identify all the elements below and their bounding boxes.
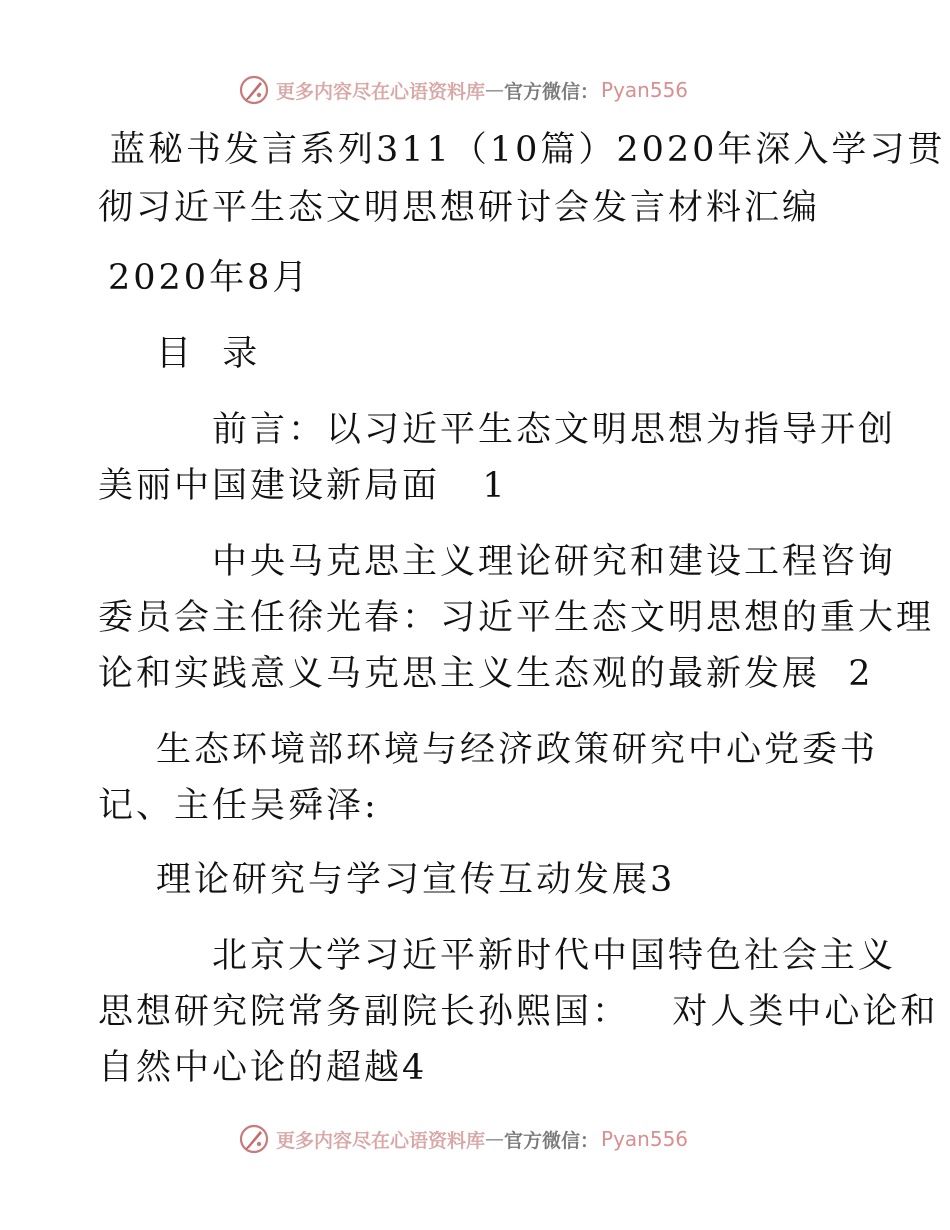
watermark-wechat-id: Pyan556 xyxy=(601,78,689,102)
document-date: 2020年8月 xyxy=(108,258,311,298)
footer-watermark xyxy=(238,1121,688,1157)
header-watermark xyxy=(238,72,688,108)
toc-entry-4-line-2: 思想研究院常务副院长孙熙国： 对人类中心论和 xyxy=(98,992,939,1032)
toc-entry-2-line-3: 论和实践意义马克思主义生态观的最新发展 2 xyxy=(98,654,874,694)
watermark-wechat-id: Pyan556 xyxy=(601,1127,689,1151)
toc-heading: 目 录 xyxy=(156,334,261,374)
toc-entry-3-line-1: 生态环境部环境与经济政策研究中心党委书 xyxy=(156,730,879,770)
toc-entry-2-line-2: 委员会主任徐光春：习近平生态文明思想的重大理 xyxy=(98,598,935,638)
toc-entry-4-line-1: 北京大学习近平新时代中国特色社会主义 xyxy=(212,936,897,976)
watermark-separator: — xyxy=(485,1128,505,1150)
watermark-main-text: 更多内容尽在心语资料库 xyxy=(276,1129,486,1152)
toc-entry-1-line-2: 美丽中国建设新局面 1 xyxy=(98,466,508,506)
watermark-official-label: 官方微信： xyxy=(504,80,600,103)
toc-entry-1-line-1: 前言：以习近平生态文明思想为指导开创 xyxy=(212,410,897,450)
watermark-separator: — xyxy=(485,79,505,101)
toc-entry-2-line-1: 中央马克思主义理论研究和建设工程咨询 xyxy=(212,542,897,582)
toc-entry-4-line-3: 自然中心论的超越4 xyxy=(98,1048,428,1088)
quill-pen-logo-icon xyxy=(238,1123,270,1155)
quill-pen-logo-icon xyxy=(238,74,270,106)
document-title-line-1: 蓝秘书发言系列311（10篇）2020年深入学习贯 xyxy=(110,130,946,170)
toc-entry-3-line-3: 理论研究与学习宣传互动发展3 xyxy=(156,860,676,900)
document-title-line-2: 彻习近平生态文明思想研讨会发言材料汇编 xyxy=(98,188,821,228)
watermark-main-text: 更多内容尽在心语资料库 xyxy=(276,80,486,103)
toc-entry-3-line-2: 记、主任吴舜泽: xyxy=(98,786,379,826)
watermark-official-label: 官方微信： xyxy=(504,1129,600,1152)
